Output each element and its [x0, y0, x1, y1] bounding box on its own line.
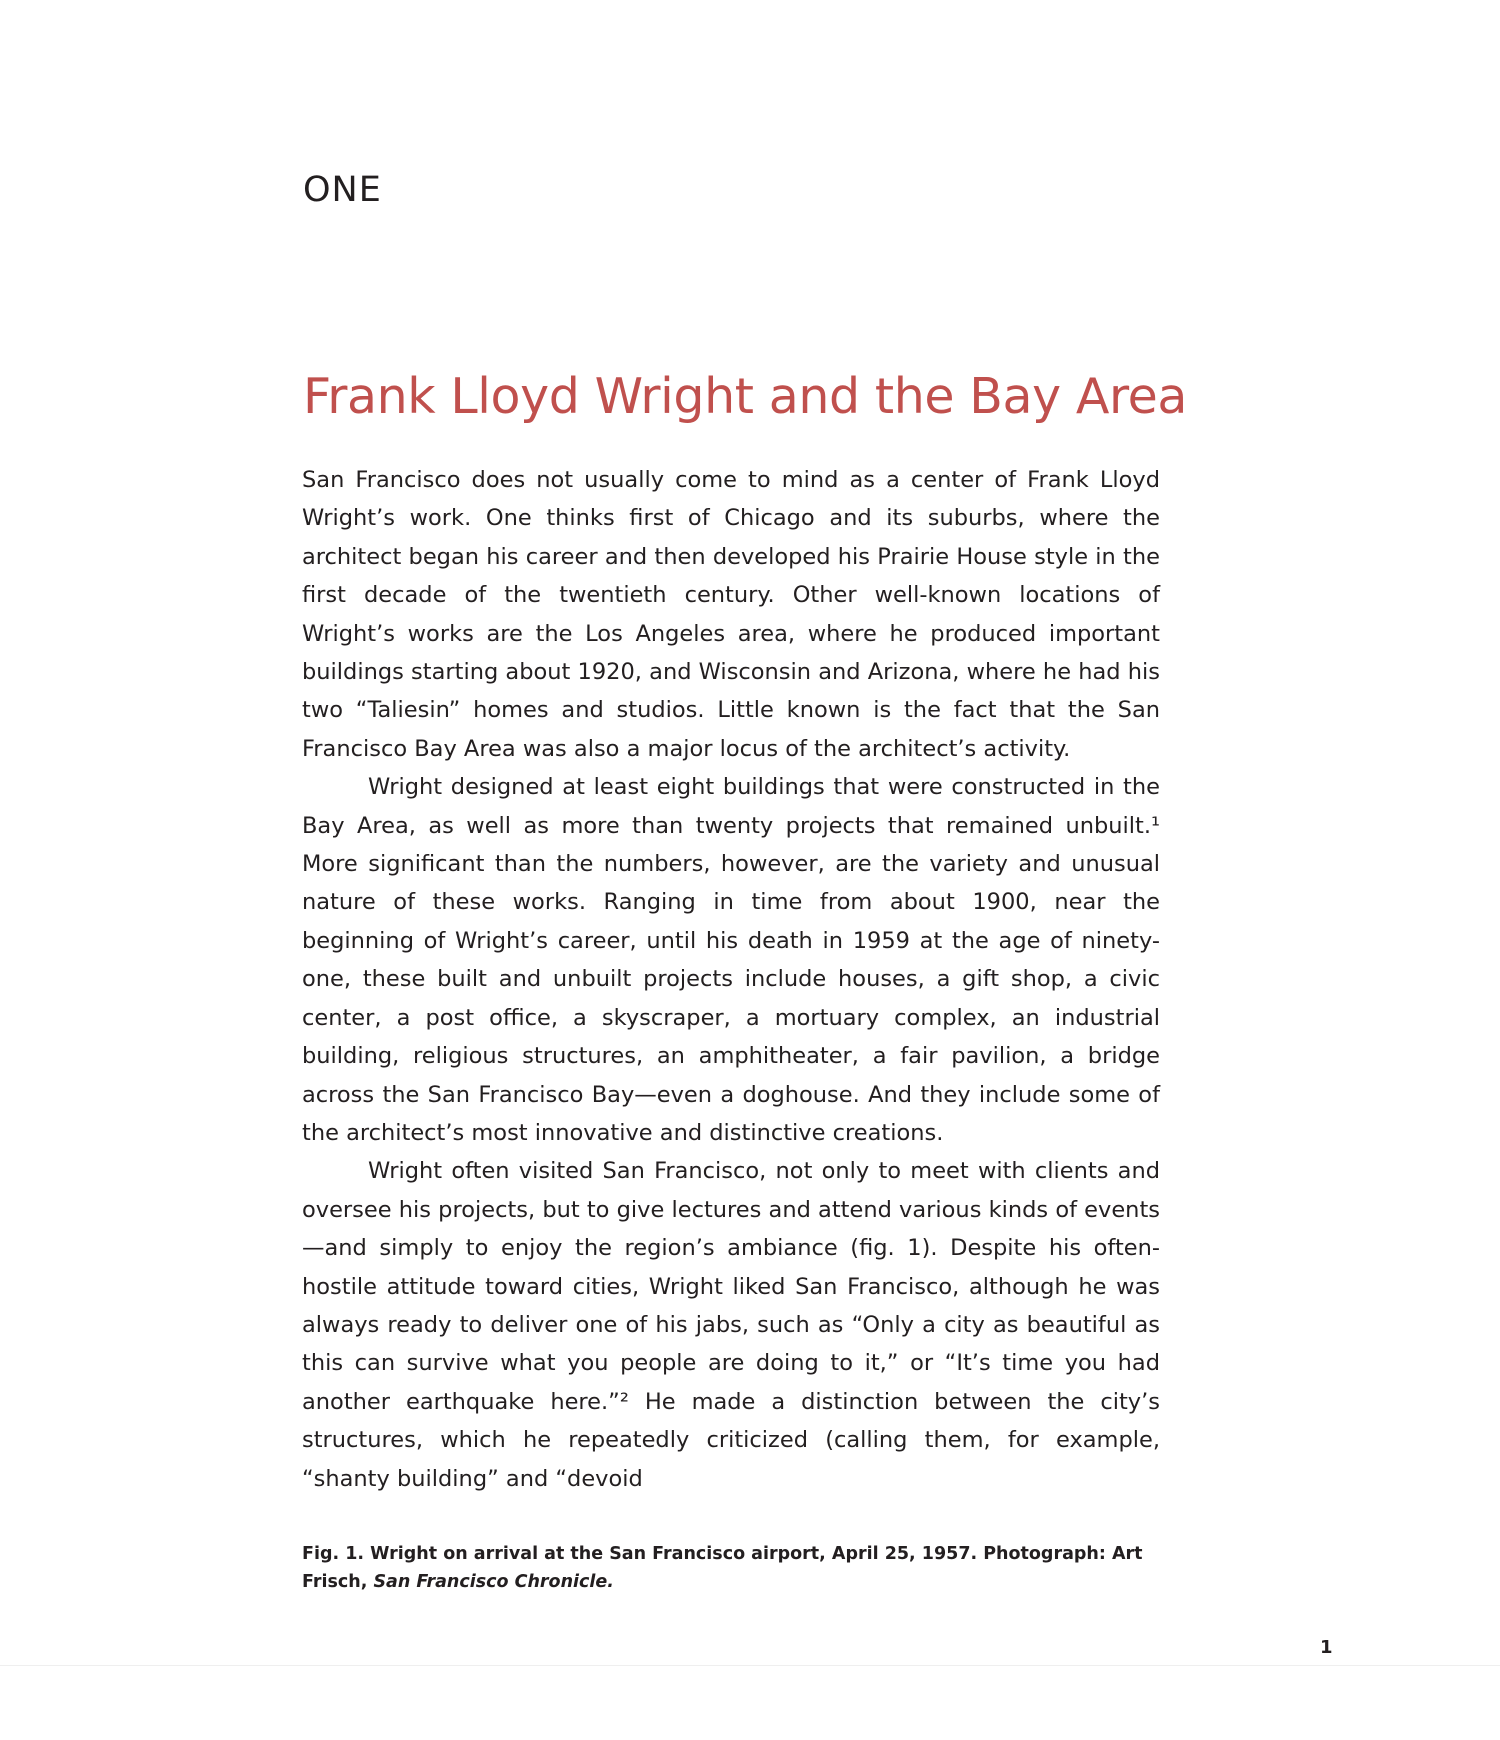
- paragraph-1: San Francisco does not usually come to mind as a center of Frank Lloyd Wright’s work. One thinks first of Chicago and its suburbs, where the architect began his career and then developed his Prairie House style in the first decade of the twentieth century. Other well-known locations of Wright’s works are the Los Angeles area, where he produced important buildings starting about 1920, and Wisconsin and Arizona, where he had his two “Taliesin” homes and studios. Little known is the fact that the San Francisco Bay Area was also a major locus of the architect’s activity.: [302, 467, 1160, 762]
- chapter-title: Frank Lloyd Wright and the Bay Area: [303, 368, 1188, 425]
- scan-edge-line: [0, 1665, 1500, 1666]
- caption-text: Fig. 1. Wright on arrival at the San Francisco airport, April 25, 1957. Photograph: Art Frisch,: [302, 1544, 1143, 1592]
- paragraph-3: Wright often visited San Francisco, not only to meet with clients and oversee his projects, but to give lectures and attend various kinds of events—and simply to enjoy the region’s ambiance (fig. 1). Despite his often-hostile attitude toward cities, Wright liked San Francisco, although he was always ready to deliver one of his jabs, such as “Only a city as beautiful as this can survive what you people are doing to it,” or “It’s time you had another earthquake here.”² He made a distinction between the city’s structures, which he repeatedly criticized (calling them, for example, “shanty building” and “devoid: [302, 1158, 1160, 1492]
- body-text: [302, 461, 1160, 1498]
- chapter-number: ONE: [303, 170, 382, 210]
- page-number: 1: [1320, 1637, 1333, 1658]
- paragraph-2: Wright designed at least eight buildings that were constructed in the Bay Area, as well as more than twenty projects that remained unbuilt.¹ More significant than the numbers, however, are the variety and unusual nature of these works. Ranging in time from about 1900, near the beginning of Wright’s career, until his death in 1959 at the age of ninety-one, these built and unbuilt projects include houses, a gift shop, a civic center, a post office, a skyscraper, a mortuary complex, an industrial building, religious structures, an amphitheater, a fair pavilion, a bridge across the San Francisco Bay—even a doghouse. And they include some of the architect’s most innovative and distinctive creations.: [302, 774, 1160, 1146]
- figure-caption: [302, 1540, 1162, 1596]
- caption-source: San Francisco Chronicle.: [373, 1572, 614, 1592]
